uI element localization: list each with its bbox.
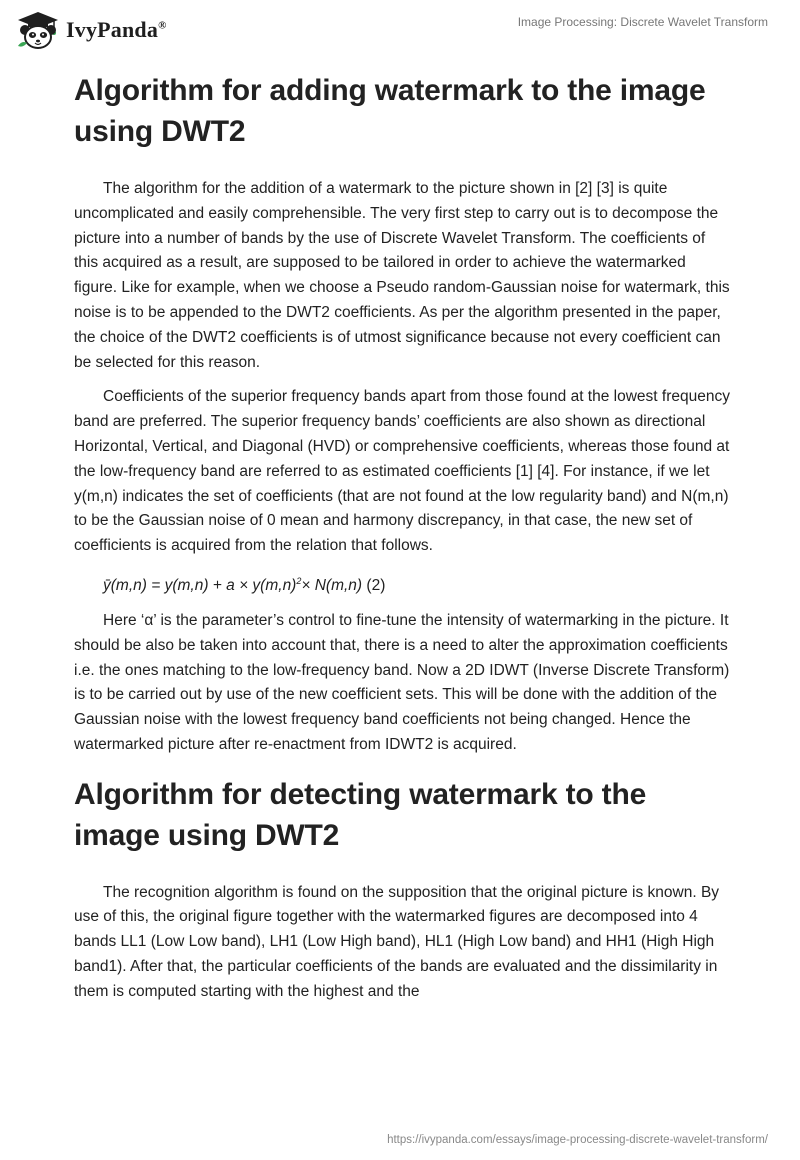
- brand-logo[interactable]: [14, 10, 167, 50]
- panda-logo-icon: [14, 10, 62, 50]
- equation-left: ȳ(m,n) = y(m,n) + a × y(m,n): [103, 577, 297, 595]
- paragraph: The recognition algorithm is found on the supposition that the original picture is known. By use of this, the original figure together with the watermarked figures are decomposed into 4 bands LL1 (Low Low band), LH1 (Low High band), HL1 (High Low band) and HH1 (High High band1). After that, the particular coefficients of the bands are evaluated and the dissimilarity in them is computed starting with the highest and the: [74, 883, 720, 1000]
- document-title: Image Processing: Discrete Wavelet Transform: [517, 15, 768, 29]
- section-heading-detecting: Algorithm for detecting watermark to the image using DWT2: [74, 777, 647, 852]
- paragraph: Coefficients of the superior frequency bands apart from those found at the lowest frequency band are preferred. The superior frequency bands’ coefficients are also shown as directional Horizontal, Vertical, and Diagonal (HVD) or comprehensive coefficients, whereas those found at the low-frequency band are referred to as estimated coefficients [1] [4]. For instance, if we let y(m,n) indicates the set of coefficients (that are not found at the low regularity band) and N(m,n) to be the Gaussian noise of 0 mean and harmony discrepancy, in that case, the new set of coefficients is acquired from the relation that follows.: [74, 388, 730, 555]
- section-heading-adding: Algorithm for adding watermark to the image using DWT2: [74, 74, 706, 148]
- equation-number: (2): [366, 577, 386, 595]
- article-body: [74, 70, 730, 1015]
- equation-right: × N(m,n): [301, 577, 363, 595]
- brand-name: IvyPanda®: [66, 17, 167, 42]
- paragraph: The algorithm for the addition of a watermark to the picture shown in [2] [3] is quite uncomplicated and easily comprehensible. The very first step to carry out is to decompose the picture into a number of bands by the use of Discrete Wavelet Transform. The coefficients of this acquired as a result, are supposed to be tailored in order to achieve the watermarked figure. Like for example, when we choose a Pseudo random-Gaussian noise for watermark, this noise is to be appended to the DWT2 coefficients. As per the algorithm presented in the paper, the choice of the DWT2 coefficients is of utmost significance because not every coefficient can be selected for this reason.: [74, 180, 730, 371]
- equation-exponent: 2: [296, 575, 302, 586]
- paragraph: Here ‘α’ is the parameter’s control to fine-tune the intensity of watermarking in the picture. It should be also be taken into account that, there is a need to alter the approximation coefficients i.e. the ones matching to the low-frequency band. Now a 2D IDWT (Inverse Discrete Transform) is to be carried out by use of the new coefficient sets. This will be done with the addition of the Gaussian noise with the lowest frequency band coefficients not being changed. Hence the watermarked picture after re-enactment from IDWT2 is acquired.: [74, 611, 730, 753]
- page-header: [0, 0, 800, 60]
- equation: [74, 569, 730, 599]
- source-url-link[interactable]: https://ivypanda.com/essays/image-processing-discrete-wavelet-transform/: [387, 1134, 768, 1146]
